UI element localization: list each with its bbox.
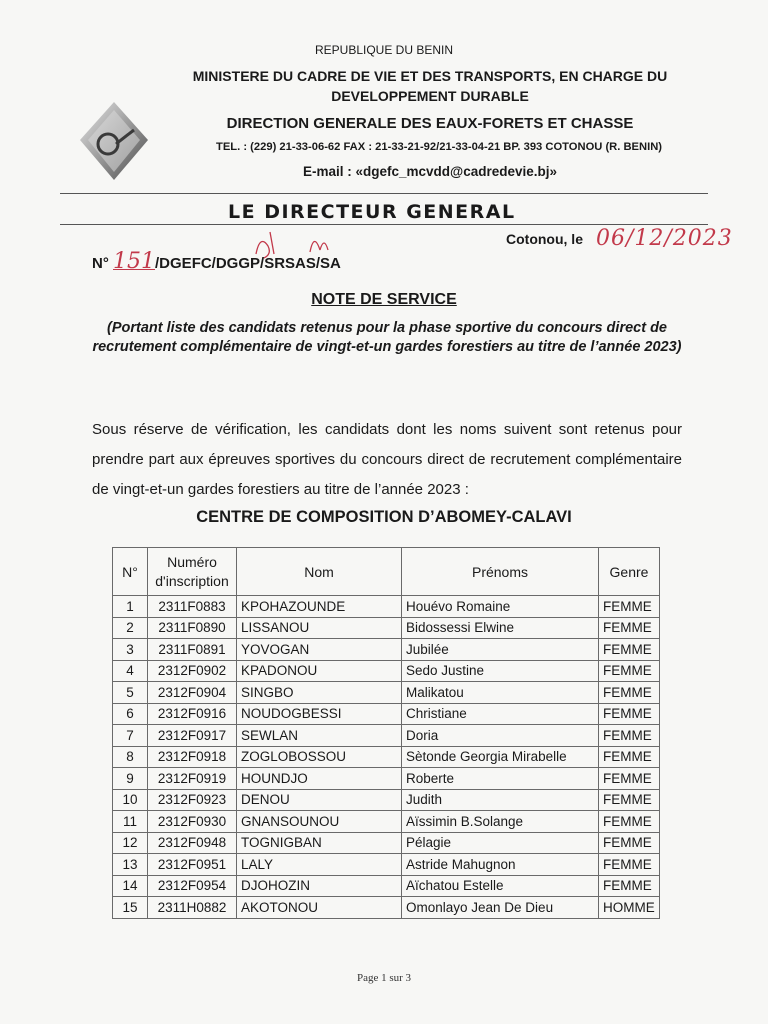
table-row: [113, 811, 660, 833]
cell-no: 14: [113, 875, 148, 897]
cell-genre: FEMME: [599, 639, 660, 661]
cell-no: 10: [113, 789, 148, 811]
cell-nom: HOUNDJO: [237, 768, 402, 790]
cell-nom: AKOTONOU: [237, 897, 402, 919]
cell-no: 11: [113, 811, 148, 833]
cell-prenoms: Omonlayo Jean De Dieu: [402, 897, 599, 919]
header-nom: Nom: [237, 548, 402, 596]
table-row: [113, 789, 660, 811]
cell-prenoms: Doria: [402, 725, 599, 747]
handwritten-date: 06/12/2023: [596, 226, 733, 251]
header-no: N°: [113, 548, 148, 596]
header-prenoms: Prénoms: [402, 548, 599, 596]
cell-prenoms: Judith: [402, 789, 599, 811]
cell-nom: SINGBO: [237, 682, 402, 704]
ministry-line-1: MINISTERE DU CADRE DE VIE ET DES TRANSPORTS, EN CHARGE DU: [192, 68, 668, 84]
table-row: [113, 832, 660, 854]
table-row: [113, 639, 660, 661]
cell-insc: 2312F0930: [148, 811, 237, 833]
header-inscription: Numéro d'inscription: [148, 548, 237, 596]
cell-prenoms: Bidossessi Elwine: [402, 617, 599, 639]
table-row: [113, 617, 660, 639]
cell-genre: FEMME: [599, 875, 660, 897]
cell-no: 6: [113, 703, 148, 725]
cell-nom: KPOHAZOUNDE: [237, 596, 402, 618]
cell-no: 3: [113, 639, 148, 661]
cell-genre: FEMME: [599, 746, 660, 768]
cell-prenoms: Pélagie: [402, 832, 599, 854]
cell-genre: FEMME: [599, 660, 660, 682]
intro-paragraph: Sous réserve de vérification, les candidats dont les noms suivent sont retenus pour prendre part aux épreuves sportives du concours direct de recrutement complémentaire de vingt-et-un gardes forestiers au titre de l’année 2023 :: [92, 421, 682, 498]
cell-prenoms: Christiane: [402, 703, 599, 725]
cell-insc: 2311F0891: [148, 639, 237, 661]
header-divider-bottom: [60, 224, 708, 225]
cell-insc: 2312F0951: [148, 854, 237, 876]
cell-no: 12: [113, 832, 148, 854]
cell-prenoms: Sedo Justine: [402, 660, 599, 682]
republic-label: REPUBLIQUE DU BENIN: [314, 43, 454, 57]
note-subtitle: (Portant liste des candidats retenus pour la phase sportive du concours direct de recrutement complémentaire de vingt-et-un gardes forestiers au titre de l’année 2023): [92, 320, 682, 355]
cell-nom: YOVOGAN: [237, 639, 402, 661]
cell-prenoms: Jubilée: [402, 639, 599, 661]
cell-insc: 2312F0923: [148, 789, 237, 811]
cell-no: 9: [113, 768, 148, 790]
cell-insc: 2311F0883: [148, 596, 237, 618]
place-label: Cotonou, le: [506, 231, 583, 247]
table-row: [113, 875, 660, 897]
page-footer: Page 1 sur 3: [356, 972, 412, 984]
cell-nom: SEWLAN: [237, 725, 402, 747]
direction-title: DIRECTION GENERALE DES EAUX-FORETS ET CHASSE: [226, 115, 634, 132]
table-row: [113, 725, 660, 747]
cell-nom: DENOU: [237, 789, 402, 811]
note-title: NOTE DE SERVICE: [311, 291, 457, 308]
cell-insc: 2312F0918: [148, 746, 237, 768]
cell-no: 13: [113, 854, 148, 876]
cell-nom: LALY: [237, 854, 402, 876]
email-line: E-mail : «dgefc_mcvdd@cadredevie.bj»: [302, 164, 557, 179]
handwritten-initials-icon: [250, 224, 340, 264]
cell-prenoms: Houévo Romaine: [402, 596, 599, 618]
cell-genre: FEMME: [599, 725, 660, 747]
reference-suffix: /DGEFC/DGGP/SRSAS/SA: [155, 255, 341, 272]
header-genre: Genre: [599, 548, 660, 596]
cell-insc: 2312F0919: [148, 768, 237, 790]
cell-no: 8: [113, 746, 148, 768]
cell-genre: FEMME: [599, 617, 660, 639]
cell-no: 15: [113, 897, 148, 919]
cell-genre: FEMME: [599, 768, 660, 790]
cell-nom: GNANSOUNOU: [237, 811, 402, 833]
reference-prefix: N°: [92, 255, 109, 272]
cell-prenoms: Astride Mahugnon: [402, 854, 599, 876]
cell-no: 5: [113, 682, 148, 704]
cell-no: 4: [113, 660, 148, 682]
cell-prenoms: Malikatou: [402, 682, 599, 704]
cell-insc: 2312F0904: [148, 682, 237, 704]
cell-genre: FEMME: [599, 789, 660, 811]
cell-insc: 2312F0954: [148, 875, 237, 897]
cell-insc: 2312F0902: [148, 660, 237, 682]
cell-prenoms: Roberte: [402, 768, 599, 790]
cell-genre: FEMME: [599, 596, 660, 618]
table-row: [113, 682, 660, 704]
cell-genre: FEMME: [599, 811, 660, 833]
cell-nom: LISSANOU: [237, 617, 402, 639]
cell-insc: 2311H0882: [148, 897, 237, 919]
handwritten-reference-number: 151: [113, 249, 156, 274]
director-heading: LE DIRECTEUR GENERAL: [228, 201, 516, 223]
cell-prenoms: Sètonde Georgia Mirabelle: [402, 746, 599, 768]
cell-nom: TOGNIGBAN: [237, 832, 402, 854]
cell-genre: HOMME: [599, 897, 660, 919]
candidates-table: [112, 547, 660, 919]
cell-no: 1: [113, 596, 148, 618]
table-header-row: [113, 548, 660, 596]
table-row: [113, 596, 660, 618]
table-row: [113, 768, 660, 790]
header-divider-top: [60, 193, 708, 194]
contact-line: TEL. : (229) 21-33-06-62 FAX : 21-33-21-92/21-33-04-21 BP. 393 COTONOU (R. BENIN): [216, 141, 663, 153]
cell-nom: ZOGLOBOSSOU: [237, 746, 402, 768]
table-row: [113, 703, 660, 725]
cell-no: 2: [113, 617, 148, 639]
ministry-line-2: DEVELOPPEMENT DURABLE: [331, 88, 529, 104]
cell-prenoms: Aïssimin B.Solange: [402, 811, 599, 833]
cell-nom: NOUDOGBESSI: [237, 703, 402, 725]
cell-insc: 2312F0948: [148, 832, 237, 854]
cell-genre: FEMME: [599, 854, 660, 876]
table-row: [113, 854, 660, 876]
ministry-logo-icon: [78, 100, 150, 182]
cell-insc: 2312F0916: [148, 703, 237, 725]
cell-insc: 2311F0890: [148, 617, 237, 639]
cell-genre: FEMME: [599, 682, 660, 704]
table-row: [113, 746, 660, 768]
centre-heading: CENTRE DE COMPOSITION D’ABOMEY-CALAVI: [196, 508, 572, 526]
cell-nom: DJOHOZIN: [237, 875, 402, 897]
cell-no: 7: [113, 725, 148, 747]
cell-genre: FEMME: [599, 832, 660, 854]
cell-prenoms: Aïchatou Estelle: [402, 875, 599, 897]
table-row: [113, 897, 660, 919]
cell-nom: KPADONOU: [237, 660, 402, 682]
table-row: [113, 660, 660, 682]
cell-genre: FEMME: [599, 703, 660, 725]
cell-insc: 2312F0917: [148, 725, 237, 747]
